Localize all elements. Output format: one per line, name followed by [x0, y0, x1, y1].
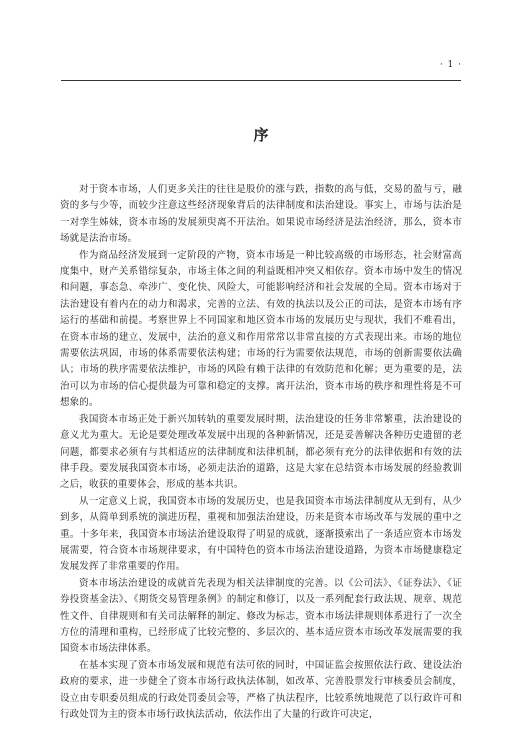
page-title: 序	[253, 126, 269, 144]
paragraph: 资本市场法治建设的成就首先表现为相关法律制度的完善。以《公司法》、《证券法》、《证券投资基金法》、《期货交易管理条例》的制定和修订，以及一系列配套行政法规、规章、规范性文件、自律规则和有关司法解释的制定、修改为标志，资本市场法律规则体系进行了一次全方位的清理和重构，已经形成了比较完整的、多层次的、基本适应资本市场改革发展需要的我国资本市场法律体系。	[60, 577, 462, 655]
page-number: · 1 ·	[439, 60, 462, 70]
paragraph: 我国资本市场正处于新兴加转轨的重要发展时期，法治建设的任务非常繁重，法治建设的意义尤为重大。无论是要处理改革发展中出现的各种新情况，还是妥善解决各种历史遗留的老问题，都要求必须有与其相适应的法律制度和法律机制，都必须有充分的法律依据和有效的法律手段。要发展我国资本市场，必须走法治的道路，这是大家在总结资本市场发展的经验教训之后，收获的重要体会，形成的基本共识。	[60, 413, 462, 491]
header-rule	[61, 80, 461, 81]
paragraph: 从一定意义上说，我国资本市场的发展历史，也是我国资本市场法律制度从无到有，从少到多，从简单到系统的演进历程，重视和加强法治建设，历来是资本市场改革与发展的重中之重。十多年来，我国资本市场法治建设取得了明显的成就，逐渐摸索出了一条适应资本市场发展需要，符合资本市场规律要求，有中国特色的资本市场法治建设道路，为资本市场健康稳定发展发挥了非常重要的作用。	[60, 495, 462, 573]
paragraph: 作为商品经济发展到一定阶段的产物，资本市场是一种比较高级的市场形态，社会财富高度集中，财产关系错综复杂，市场主体之间的利益既相冲突又相依存。资本市场中发生的情况和问题，事态急、牵涉广、变化快、风险大，可能影响经济和社会发展的全局。资本市场对于法治建设有着内在的动力和渴求，完善的立法、有效的执法以及公正的司法，是资本市场有序运行的基础和前提。考察世界上不同国家和地区资本市场的发展历史与现状，我们不难看出，在资本市场的建立、发展中，法治的意义和作用常常以非常直接的方式表现出来。市场的地位需要依法巩固，市场的体系需要依法构建；市场的行为需要依法规范，市场的创新需要依法确认；市场的秩序需要依法维护，市场的风险有赖于法律的有效防范和化解；更为重要的是，法治可以为市场的信心提供最为可靠和稳定的支撑。离开法治，资本市场的秩序和理性将是不可想象的。	[60, 249, 462, 409]
body-text	[60, 182, 462, 723]
paragraph: 在基本实现了资本市场发展和规范有法可依的同时，中国证监会按照依法行政、建设法治政府的要求，进一步健全了资本市场行政执法体制，如改革、完善股票发行审核委员会制度，设立由专职委员组成的行政处罚委员会等，严格了执法程序，比较系统地规范了以行政许可和行政处罚为主的资本市场行政执法活动，依法作出了大量的行政许可决定，	[60, 659, 462, 720]
paragraph: 对于资本市场，人们更多关注的往往是股价的涨与跌，指数的高与低，交易的盈与亏，融资的多与少等，而较少注意这些经济现象背后的法律制度和法治建设。事实上，市场与法治是一对孪生姊妹，资本市场的发展须臾离不开法治。如果说市场经济是法治经济，那么，资本市场就是法治市场。	[60, 184, 462, 245]
